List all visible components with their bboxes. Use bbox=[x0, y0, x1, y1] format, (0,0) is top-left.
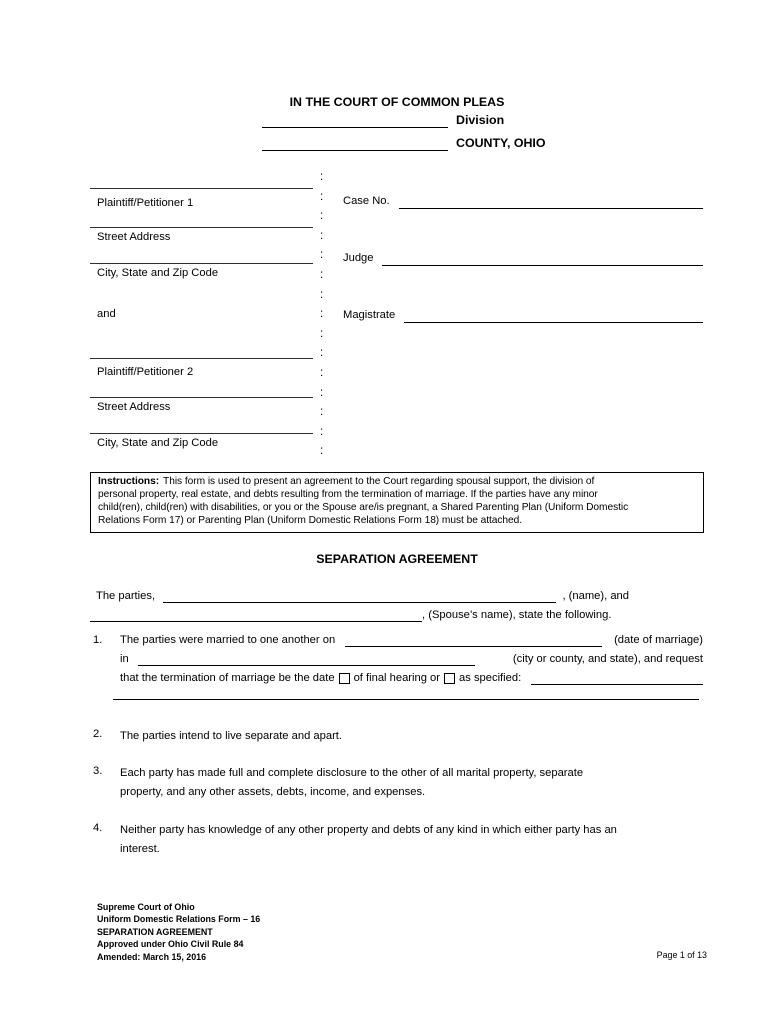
case-no-label: Case No. bbox=[343, 195, 390, 207]
marriage-date-input-line[interactable] bbox=[345, 633, 602, 647]
instructions-text: This form is used to present an agreement to the Court regarding spousal support, the division of bbox=[163, 476, 595, 487]
item-2-line: The parties intend to live separate and apart. bbox=[120, 730, 343, 742]
county-input-line[interactable] bbox=[262, 136, 448, 151]
party2-name-label: Plaintiff/Petitioner 2 bbox=[97, 366, 194, 378]
judge-input-line[interactable] bbox=[382, 251, 703, 266]
and-conjunction-label: and bbox=[97, 308, 116, 320]
caption-colon: : bbox=[320, 210, 324, 223]
caption-colon: : bbox=[320, 308, 324, 321]
specified-date-input-line[interactable] bbox=[531, 671, 703, 685]
item-1-number: 1. bbox=[93, 634, 103, 646]
specified-date-continuation-line[interactable] bbox=[113, 687, 699, 700]
magistrate-input-line[interactable] bbox=[404, 308, 703, 323]
footer-line-amended: Amended: March 15, 2016 bbox=[97, 951, 207, 962]
caption-colon: : bbox=[320, 190, 324, 203]
spouse-name-input-line[interactable] bbox=[90, 608, 422, 622]
item-1-text-b: in bbox=[120, 653, 129, 665]
caption-colon: : bbox=[320, 445, 324, 458]
caption-colon: : bbox=[320, 366, 324, 379]
magistrate-row bbox=[343, 308, 703, 323]
final-hearing-checkbox[interactable] bbox=[339, 673, 350, 684]
party1-name-label: Plaintiff/Petitioner 1 bbox=[97, 197, 194, 209]
marriage-place-input-line[interactable] bbox=[138, 652, 475, 666]
final-hearing-option-label: of final hearing or bbox=[353, 672, 441, 684]
intro-name-suffix: , (name), and bbox=[562, 590, 629, 602]
caption-colon: : bbox=[320, 386, 324, 399]
county-row bbox=[262, 136, 546, 151]
caption-separator-column bbox=[320, 168, 323, 462]
division-row bbox=[262, 113, 504, 128]
item-2-text bbox=[120, 727, 342, 746]
court-header: IN THE COURT OF COMMON PLEAS bbox=[289, 95, 505, 109]
instructions-box bbox=[90, 472, 704, 533]
item-4-number: 4. bbox=[93, 822, 103, 834]
item-1-text-c: that the termination of marriage be the date bbox=[120, 672, 335, 684]
footer-line-court: Supreme Court of Ohio bbox=[97, 902, 195, 912]
item-3-line: Each party has made full and complete disclosure to the other of all marital property, separate bbox=[120, 767, 584, 779]
footer-line-form-number: Uniform Domestic Relations Form – 16 bbox=[97, 914, 261, 925]
caption-colon: : bbox=[320, 268, 324, 281]
item-3-text bbox=[120, 764, 583, 803]
caption-colon: : bbox=[320, 288, 324, 301]
judge-row bbox=[343, 251, 703, 266]
intro-spouse-suffix: , (Spouse’s name), state the following. bbox=[422, 609, 612, 621]
item-1-text-a: The parties were married to one another on bbox=[120, 634, 336, 646]
party-name-input-line[interactable] bbox=[163, 589, 556, 603]
caption-colon: : bbox=[320, 249, 324, 262]
intro-lead-text: The parties, bbox=[96, 590, 156, 602]
item-2-number: 2. bbox=[93, 728, 103, 740]
city-county-state-hint: (city or county, and state), and request bbox=[512, 653, 703, 665]
item-1-line-2 bbox=[120, 652, 703, 666]
party2-name-line[interactable] bbox=[90, 358, 313, 361]
page-number: Page 1 of 13 bbox=[656, 950, 707, 960]
case-no-row bbox=[343, 194, 703, 209]
item-4-text bbox=[120, 821, 617, 860]
item-4-line: Neither party has knowledge of any other property and debts of any kind in which either party has an bbox=[120, 824, 617, 836]
judge-label: Judge bbox=[343, 252, 374, 264]
magistrate-label: Magistrate bbox=[343, 309, 396, 321]
party2-street-label: Street Address bbox=[97, 401, 171, 413]
caption-colon: : bbox=[320, 229, 324, 242]
instructions-line: Relations Form 17) or Parenting Plan (Uniform Domestic Relations Form 18) must be attached. bbox=[98, 514, 523, 526]
date-of-marriage-hint: (date of marriage) bbox=[614, 634, 703, 646]
instructions-label: Instructions: bbox=[98, 476, 160, 487]
as-specified-option-label: as specified: bbox=[459, 672, 522, 684]
caption-colon: : bbox=[320, 171, 324, 183]
party2-city-label: City, State and Zip Code bbox=[97, 437, 219, 449]
division-label: Division bbox=[456, 113, 505, 127]
item-3-line: property, and any other assets, debts, income, and expenses. bbox=[120, 786, 426, 799]
caption-colon: : bbox=[320, 327, 324, 340]
party1-street-label: Street Address bbox=[97, 231, 171, 243]
item-4-line: interest. bbox=[120, 843, 160, 856]
form-footer bbox=[97, 901, 260, 963]
as-specified-checkbox[interactable] bbox=[444, 673, 455, 684]
footer-line-approved: Approved under Ohio Civil Rule 84 bbox=[97, 939, 244, 950]
county-label: COUNTY, OHIO bbox=[456, 136, 546, 150]
intro-line-1 bbox=[96, 589, 629, 603]
item-1-line-3 bbox=[120, 671, 703, 685]
instructions-line: child(ren), child(ren) with disabilities, or you or the Spouse are/is pregnant, a Shared Parenting Plan (Uniform Domestic bbox=[98, 501, 629, 513]
case-no-input-line[interactable] bbox=[399, 194, 703, 209]
intro-line-2 bbox=[90, 608, 650, 622]
item-1-line-1 bbox=[120, 633, 703, 647]
caption-colon: : bbox=[320, 347, 324, 360]
footer-line-form-name: SEPARATION AGREEMENT bbox=[97, 926, 213, 937]
caption-colon: : bbox=[320, 425, 324, 438]
party1-name-line[interactable] bbox=[90, 188, 313, 191]
instructions-line: personal property, real estate, and debts resulting from the termination of marriage. If the parties have any minor bbox=[98, 488, 598, 500]
instructions-line bbox=[98, 476, 699, 489]
caption-colon: : bbox=[320, 406, 324, 419]
item-3-number: 3. bbox=[93, 765, 103, 777]
division-input-line[interactable] bbox=[262, 113, 448, 128]
party1-city-label: City, State and Zip Code bbox=[97, 267, 219, 279]
form-title: SEPARATION AGREEMENT bbox=[316, 552, 478, 566]
